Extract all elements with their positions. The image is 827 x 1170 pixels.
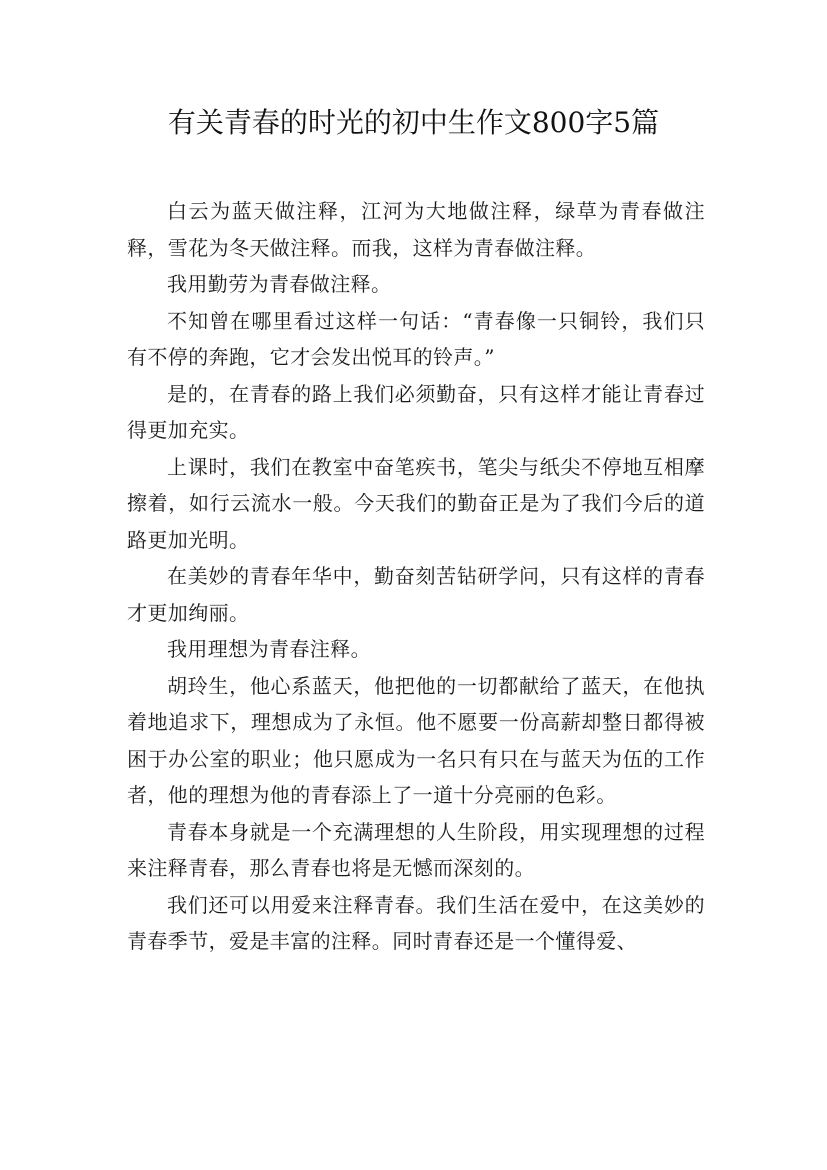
paragraph: 白云为蓝天做注释，江河为大地做注释，绿草为青春做注释，雪花为冬天做注释。而我，这样为青春做注释。 <box>127 199 705 260</box>
paragraph: 胡玲生，他心系蓝天，他把他的一切都献给了蓝天，在他执着地追求下，理想成为了永恒。他不愿要一份高薪却整日都得被困于办公室的职业；他只愿成为一名只有只在与蓝天为伍的工作者，他的理想为他的青春添上了一道十分亮丽的色彩。 <box>127 673 705 807</box>
paragraph: 我用勤劳为青春做注释。 <box>167 272 392 296</box>
paragraph: 在美妙的青春年华中，勤奋刻苦钻研学问，只有这样的青春才更加绚丽。 <box>127 564 705 625</box>
paragraph: 不知曾在哪里看过这样一句话：“青春像一只铜铃，我们只有不停的奔跑，它才会发出悦耳的铃声。” <box>127 308 705 369</box>
paragraph: 上课时，我们在教室中奋笔疾书，笔尖与纸尖不停地互相摩擦着，如行云流水一般。今天我们的勤奋正是为了我们今后的道路更加光明。 <box>127 454 705 552</box>
paragraph: 是的，在青春的路上我们必须勤奋，只有这样才能让青春过得更加充实。 <box>127 381 705 442</box>
paragraph: 我用理想为青春注释。 <box>167 637 371 661</box>
document-body <box>127 193 705 960</box>
paragraph: 青春本身就是一个充满理想的人生阶段，用实现理想的过程来注释青春，那么青春也将是无憾而深刻的。 <box>127 819 705 880</box>
paragraph: 我们还可以用爱来注释青春。我们生活在爱中，在这美妙的青春季节，爱是丰富的注释。同时青春还是一个懂得爱、 <box>127 892 705 953</box>
document-title: 有关青春的时光的初中生作文800字5篇 <box>167 106 660 139</box>
